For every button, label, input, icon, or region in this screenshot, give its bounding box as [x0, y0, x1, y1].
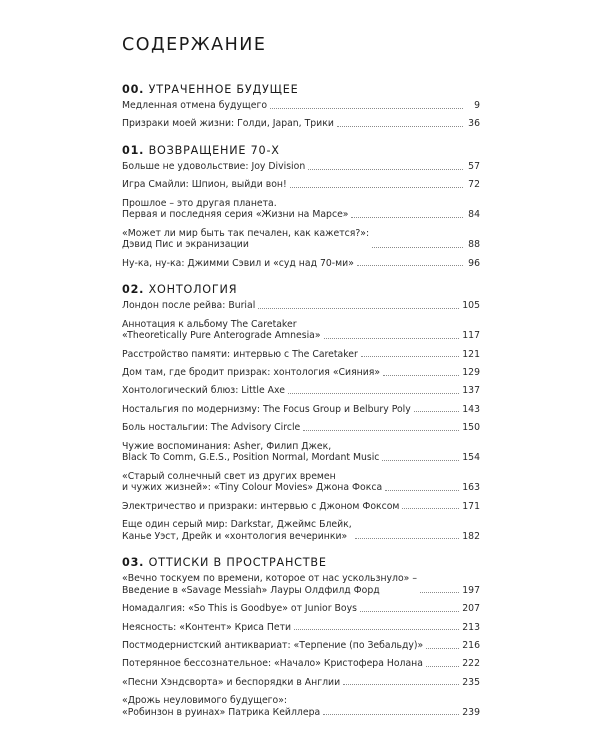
entry-page-number: 84 [468, 209, 480, 221]
dot-leader [372, 247, 463, 248]
dot-leader [288, 393, 459, 394]
section-number: 02. [122, 283, 145, 297]
dot-leader [290, 187, 463, 188]
entry-title: Лондон после рейва: Burial [122, 300, 256, 312]
entry-title: Ностальгия по модернизму: The Focus Group и Belbury Poly [122, 403, 411, 415]
entry-page-number: 9 [474, 100, 480, 111]
table-of-contents [122, 34, 480, 731]
dot-leader [294, 629, 459, 630]
entry-page-number: 105 [462, 300, 480, 312]
section-heading [122, 82, 480, 97]
dot-leader [420, 592, 459, 593]
entry-title: Больше не удовольствие: Joy Division [122, 160, 306, 172]
dot-leader [357, 265, 463, 266]
section-title: ОТТИСКИ В ПРОСТРАНСТВЕ [148, 556, 327, 570]
dot-leader [414, 411, 460, 412]
toc-entry[interactable] [122, 695, 480, 718]
dot-leader [402, 508, 459, 509]
entry-page-number: 150 [462, 422, 480, 434]
toc-entry[interactable] [122, 258, 480, 270]
section-title: УТРАЧЕННОЕ БУДУЩЕЕ [148, 83, 299, 96]
section-number: 03. [122, 556, 145, 570]
toc-entry[interactable] [122, 603, 480, 615]
dot-leader [360, 611, 459, 612]
entry-title: «Вечно тоскуем по времени, которое от нас ускользнуло» – Введение в «Savage Messiah» Лауры Олдфилд Форд [122, 573, 417, 596]
toc-entry[interactable] [122, 422, 480, 434]
entry-title: «Может ли мир быть так печален, как кажется?»: Дэвид Пис и экранизации [122, 227, 370, 251]
entry-title: Номадалгия: «So This is Goodbye» от Junior Boys [122, 603, 357, 615]
toc-entry[interactable] [122, 179, 480, 191]
entry-title: Чужие воспоминания: Asher, Филип Джек, Black To Comm, G.E.S., Position Normal, Mordant Music [122, 440, 380, 464]
dot-leader [355, 538, 460, 539]
toc-entry[interactable] [122, 677, 480, 689]
entry-page-number: 143 [462, 403, 480, 415]
toc-entry[interactable] [122, 471, 480, 494]
section-number: 01. [122, 143, 145, 157]
toc-entry[interactable] [122, 658, 480, 670]
toc-entry[interactable] [122, 385, 480, 397]
entry-title: Аннотация к альбому The Caretaker «Theoretically Pure Anterograde Amnesia» [122, 318, 321, 342]
toc-section [122, 143, 480, 269]
dot-leader [337, 126, 463, 127]
dot-leader [323, 714, 459, 715]
section-heading [122, 143, 480, 158]
section-heading [122, 555, 480, 570]
toc-entry[interactable] [122, 228, 480, 251]
entry-page-number: 96 [468, 257, 480, 269]
toc-entry[interactable] [122, 100, 480, 112]
dot-leader [351, 217, 463, 218]
entry-title: Неясность: «Контент» Криса Пети [122, 621, 292, 633]
entry-title: «Песни Хэндсворта» и беспорядки в Англии [122, 676, 341, 688]
toc-entry[interactable] [122, 404, 480, 416]
entry-page-number: 171 [462, 500, 480, 512]
entry-title: Медленная отмена будущего [122, 100, 268, 111]
dot-leader [383, 375, 459, 376]
entry-page-number: 207 [462, 603, 480, 615]
entry-title: Дом там, где бродит призрак: хонтология «Сияния» [122, 367, 381, 379]
toc-entry[interactable] [122, 501, 480, 513]
entry-page-number: 129 [462, 367, 480, 379]
section-title: ХОНТОЛОГИЯ [148, 283, 238, 297]
entry-title: Электричество и призраки: интервью с Джоном Фоксом [122, 500, 400, 512]
dot-leader [361, 356, 459, 357]
entry-title: Потерянное бессознательное: «Начало» Кристофера Нолана [122, 658, 423, 670]
entry-page-number: 121 [462, 348, 480, 360]
entry-title: Расстройство памяти: интервью с The Caretaker [122, 348, 358, 360]
toc-entry[interactable] [122, 300, 480, 312]
entry-title: Прошлое – это другая планета. Первая и последняя серия «Жизни на Марсе» [122, 197, 349, 221]
entry-title: «Дрожь неуловимого будущего»: «Робинзон в руинах» Патрика Кейллера [122, 695, 321, 718]
entry-title: «Старый солнечный свет из других времен и чужих жизней»: «Tiny Colour Movies» Джона Фокса [122, 470, 383, 494]
toc-entry[interactable] [122, 622, 480, 634]
toc-entry[interactable] [122, 573, 480, 596]
dot-leader [270, 108, 463, 109]
entry-page-number: 216 [462, 639, 480, 651]
entry-page-number: 36 [468, 118, 480, 130]
dot-leader [426, 648, 459, 649]
entry-title: Ну-ка, ну-ка: Джимми Сэвил и «суд над 70-ми» [122, 257, 354, 269]
entry-page-number: 197 [462, 584, 480, 596]
section-heading [122, 282, 480, 297]
entry-page-number: 154 [462, 452, 480, 464]
entry-page-number: 182 [462, 530, 480, 542]
entry-page-number: 72 [468, 179, 480, 191]
entry-title: Еще один серый мир: Darkstar, Джеймс Блейк, Канье Уэст, Дрейк и «хонтология вечеринки» [122, 519, 352, 542]
toc-sections [122, 82, 480, 718]
entry-page-number: 239 [462, 706, 480, 718]
toc-entry[interactable] [122, 319, 480, 342]
dot-leader [343, 684, 459, 685]
toc-entry[interactable] [122, 441, 480, 464]
entry-title: Хонтологический блюз: Little Axe [122, 385, 285, 397]
toc-section [122, 282, 480, 542]
section-title: ВОЗВРАЩЕНИЕ 70-Х [148, 143, 280, 157]
toc-title: СОДЕРЖАНИЕ [122, 35, 267, 55]
dot-leader [303, 430, 459, 431]
entry-title: Призраки моей жизни: Голди, Japan, Трики [122, 118, 334, 130]
entry-page-number: 163 [462, 482, 480, 494]
toc-entry[interactable] [122, 198, 480, 221]
entry-title: Игра Смайли: Шпион, выйди вон! [122, 179, 287, 191]
entry-page-number: 213 [462, 621, 480, 633]
toc-section [122, 555, 480, 718]
section-number: 00. [122, 83, 145, 96]
toc-entry[interactable] [122, 519, 480, 542]
toc-entry[interactable] [122, 118, 480, 130]
dot-leader [385, 490, 459, 491]
toc-entry[interactable] [122, 161, 480, 173]
entry-page-number: 235 [462, 676, 480, 688]
entry-page-number: 117 [462, 330, 480, 342]
entry-title: Постмодернистский антиквариат: «Терпение (по Зебальду)» [122, 639, 424, 651]
entry-page-number: 88 [468, 239, 480, 251]
dot-leader [258, 308, 459, 309]
dot-leader [426, 666, 459, 667]
entry-page-number: 57 [468, 160, 480, 172]
entry-title: Боль ностальгии: The Advisory Circle [122, 422, 301, 434]
toc-section [122, 82, 480, 130]
entry-page-number: 137 [462, 385, 480, 397]
entry-page-number: 222 [462, 658, 480, 670]
toc-entry[interactable] [122, 367, 480, 379]
toc-entry[interactable] [122, 349, 480, 361]
toc-entry[interactable] [122, 640, 480, 652]
dot-leader [324, 338, 460, 339]
dot-leader [308, 169, 463, 170]
dot-leader [382, 460, 459, 461]
